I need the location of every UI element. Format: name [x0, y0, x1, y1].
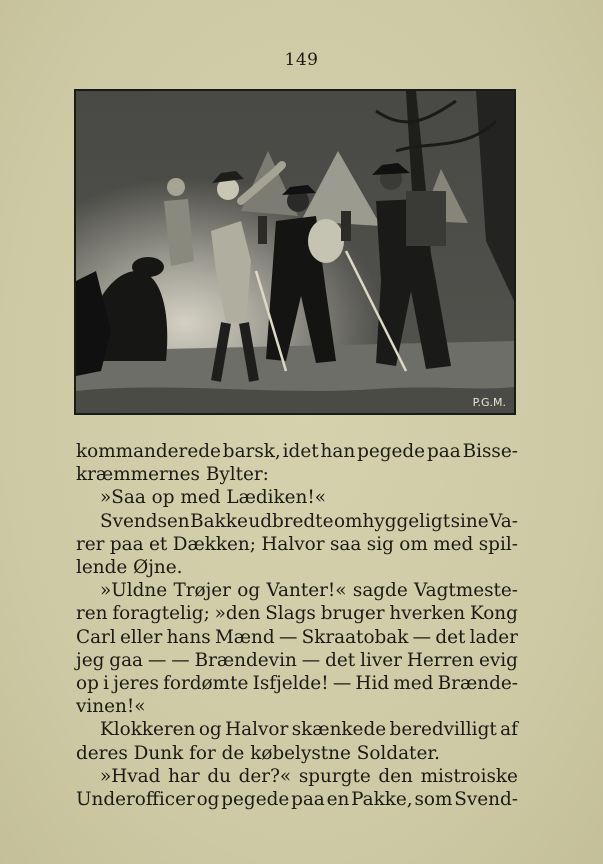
body-text [76, 440, 518, 811]
word: Bisse- [462, 441, 518, 462]
word: gaa [109, 649, 143, 671]
word: Bakke [190, 510, 248, 532]
word: foragtelig; [112, 603, 210, 625]
word: det [435, 626, 466, 648]
word: paa [109, 533, 144, 555]
artist-signature: P.G.M. [472, 396, 506, 409]
word: hans [166, 626, 211, 648]
word: kommanderede [76, 441, 221, 462]
word: der?« [238, 765, 292, 787]
word: Brænde- [437, 673, 518, 695]
word: — [412, 626, 432, 648]
word: hverken [389, 603, 466, 625]
word: sig [366, 533, 394, 555]
word: kræmmernes [76, 464, 200, 486]
word: Slags [265, 603, 316, 625]
word: rer [76, 533, 105, 555]
word: »Saa [100, 487, 146, 509]
word: den [378, 765, 413, 787]
word: — [332, 673, 352, 695]
word: Underofficer [76, 789, 195, 811]
word: Brændevin [194, 649, 297, 671]
word: Dækken; [172, 533, 256, 555]
text-line [76, 765, 518, 788]
word: Herren [406, 649, 475, 671]
text-line [76, 579, 518, 602]
word: mistroiske [420, 765, 518, 787]
text-line [76, 649, 518, 672]
word: med [180, 487, 221, 509]
word: som [414, 789, 453, 811]
word: Pakke, [351, 789, 413, 811]
word: Halvor [225, 719, 289, 741]
word: eller [119, 626, 163, 648]
word: Klokkeren [100, 719, 196, 741]
word: Øjne. [133, 557, 183, 579]
word: Halvor [261, 533, 325, 555]
word: det [325, 649, 356, 671]
word: Trøjer [173, 580, 231, 602]
word: Svend- [454, 789, 518, 811]
word: af [500, 719, 518, 741]
word: spil- [478, 533, 518, 555]
word: jeg [76, 649, 105, 671]
word: Skraatobak [301, 626, 409, 648]
word: Bylter: [205, 464, 269, 486]
word: de [221, 742, 245, 764]
word: paa [291, 789, 325, 811]
word: Vanter!« [266, 580, 347, 602]
word: paa [426, 441, 461, 462]
text-line [76, 440, 518, 463]
word: Lædiken!« [226, 487, 327, 509]
word: om [399, 533, 428, 555]
illustration-drawing [76, 91, 514, 413]
word: pegede [357, 441, 426, 462]
word: »den [214, 603, 261, 625]
word: Hid [355, 673, 390, 695]
word: jeres [113, 673, 159, 695]
text-line [76, 742, 518, 765]
word: — [301, 649, 321, 671]
word: du [207, 765, 231, 787]
word: sine [450, 510, 489, 532]
text-line [76, 486, 518, 509]
word: op [151, 487, 175, 509]
word: Kong [469, 603, 518, 625]
word: »Hvad [100, 765, 161, 787]
word: — [278, 626, 298, 648]
word: bruger [320, 603, 385, 625]
word: Carl [76, 626, 116, 648]
word: idet [282, 441, 319, 462]
text-line [76, 672, 518, 695]
text-line [76, 626, 518, 649]
word: omhyggeligt [333, 510, 451, 532]
word: lende [76, 557, 128, 579]
text-line [76, 510, 518, 533]
word: købelystne [250, 742, 351, 764]
word: evig [479, 649, 518, 671]
text-line [76, 556, 518, 579]
word: Mænd [214, 626, 275, 648]
word: Svendsen [100, 510, 190, 532]
word: for [189, 742, 216, 764]
word: barsk, [222, 441, 281, 462]
text-line [76, 463, 518, 486]
word: skænkede [291, 719, 387, 741]
word: — [147, 649, 167, 671]
word: og [198, 719, 222, 741]
word: og [237, 580, 261, 602]
text-line [76, 695, 518, 718]
text-line [76, 718, 518, 741]
word: og [196, 789, 220, 811]
text-line [76, 788, 518, 811]
word: i [103, 673, 109, 695]
word: Vagtmeste- [414, 580, 518, 602]
word: et [149, 533, 168, 555]
text-line [76, 602, 518, 625]
word: — [171, 649, 190, 671]
word: »Uldne [100, 580, 168, 602]
word: har [168, 765, 200, 787]
word: spurgte [298, 765, 371, 787]
word: lader [469, 626, 518, 648]
word: Va- [489, 510, 518, 532]
word: pegede [221, 789, 290, 811]
word: han [320, 441, 356, 462]
text-line [76, 533, 518, 556]
word: med [433, 533, 474, 555]
word: med [393, 673, 434, 695]
word: sagde [352, 580, 408, 602]
word: beredvilligt [389, 719, 497, 741]
word: Soldater. [356, 742, 440, 764]
word: Dunk [133, 742, 184, 764]
word: op [76, 673, 99, 695]
word: vinen!« [76, 696, 146, 718]
word: ren [76, 603, 108, 625]
word: en [326, 789, 350, 811]
word: fordømte [163, 673, 249, 695]
word: deres [76, 742, 128, 764]
word: saa [329, 533, 362, 555]
page-number: 149 [284, 50, 319, 70]
word: liver [360, 649, 402, 671]
word: Isfjelde! [252, 673, 329, 695]
illustration [74, 89, 516, 415]
word: udbredte [248, 510, 334, 532]
